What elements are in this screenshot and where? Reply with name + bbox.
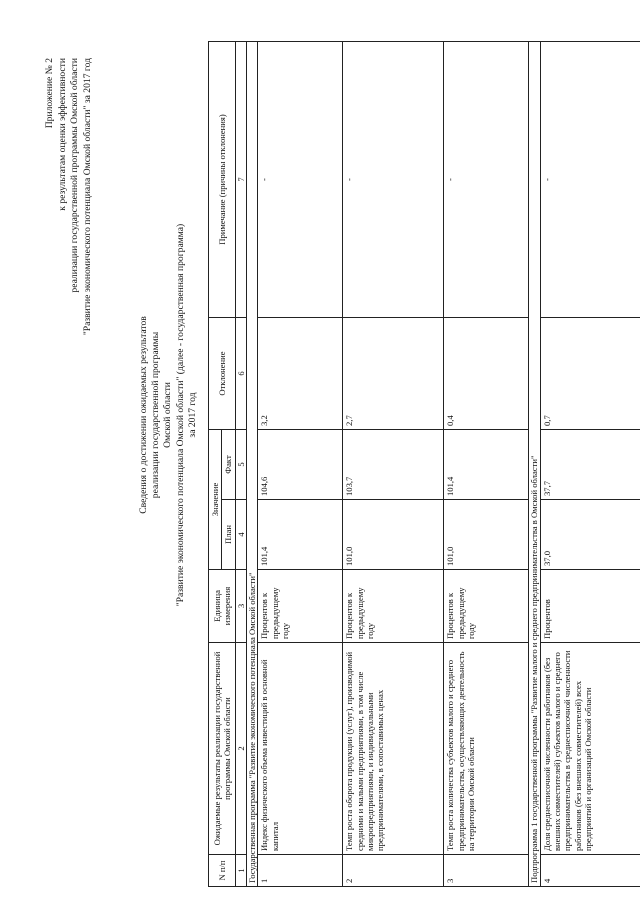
section-program: Государственная программа "Развитие экономического потенциала Омской области" [246,42,257,887]
row-unit: Процентов к предыдущему году [258,570,343,643]
header-unit: Единица измерения [209,570,236,643]
header-note: Примечание (причины отклонения) [209,42,236,318]
table-row [343,42,444,887]
row-plan: 37,0 [540,500,640,570]
results-table [208,41,640,887]
row-note: - [444,42,529,318]
appendix-line-3: реализации государственной программы Омской области [69,58,80,293]
header-results: Ожидаемые результаты реализации государственной программы Омской области [209,643,236,855]
row-num: 3 [444,855,529,887]
row-result: Доля среднесписочной численности работников (без внешних совместителей) субъектов малого и среднего предпринимательства в среднесписочной численности работников (без внешних совместителей) всех предприятий и организаций Омской области [540,643,640,855]
row-unit: Процентов к предыдущему году [343,570,444,643]
section-subprogram: Подпрограмма 1 государственной программы "Развитие малого и среднего предпринимательства в Омской области" [529,42,540,887]
col-number: 7 [235,42,246,318]
title-line-3: Омской области [162,382,174,448]
row-result: Темп роста количества субъектов малого и среднего предпринимательства, осуществляющих деятельность на территории Омской области [444,643,529,855]
row-deviation: 2,7 [343,318,444,430]
row-num: 4 [540,855,640,887]
header-fact: Факт [222,430,235,500]
row-plan: 101,4 [258,500,343,570]
row-plan: 101,0 [444,500,529,570]
row-fact: 104,6 [258,430,343,500]
appendix-line-4: "Развитие экономического потенциала Омской области" за 2017 год [81,58,93,336]
row-deviation: 0,7 [540,318,640,430]
title-line-1: Сведения о достижении ожидаемых результатов [138,316,149,514]
row-unit: Процентов к предыдущему году [444,570,529,643]
row-deviation: 3,2 [258,318,343,430]
header-value: Значение [209,430,222,570]
row-fact: 37,7 [540,430,640,500]
row-plan: 101,0 [343,500,444,570]
appendix-header [44,58,94,578]
row-note: - [540,42,640,318]
row-deviation: 0,4 [444,318,529,430]
title-line-4: "Развитие экономического потенциала Омской области" (далее - государственная программа) [174,223,186,607]
row-result: Темп роста оборота продукции (услуг), производимой средними и малыми предприятиями, в том числе микропредприятиями, и индивидуальными предпринимателями, в сопоставимых ценах [343,643,444,855]
col-number: 4 [235,500,246,570]
col-number: 5 [235,430,246,500]
col-number: 2 [235,643,246,855]
col-number: 3 [235,570,246,643]
document-title [138,115,199,715]
header-num: N п/п [209,855,236,887]
title-line-5: за 2017 год [186,392,198,438]
table-row [444,42,529,887]
row-result: Индекс физического объема инвестиций в основной капитал [258,643,343,855]
col-number: 1 [235,855,246,887]
header-deviation: Отклонение [209,318,236,430]
col-number: 6 [235,318,246,430]
row-fact: 101,4 [444,430,529,500]
row-unit: Процентов [540,570,640,643]
appendix-line-2: к результатам оценки эффективности [56,58,68,211]
table-row [258,42,343,887]
row-note: - [343,42,444,318]
row-fact: 103,7 [343,430,444,500]
title-line-2: реализации государственной программы [150,331,162,499]
row-num: 2 [343,855,444,887]
row-note: - [258,42,343,318]
header-plan: План [222,500,235,570]
appendix-line-1: Приложение № 2 [44,58,55,129]
row-num: 1 [258,855,343,887]
table-row [540,42,640,887]
